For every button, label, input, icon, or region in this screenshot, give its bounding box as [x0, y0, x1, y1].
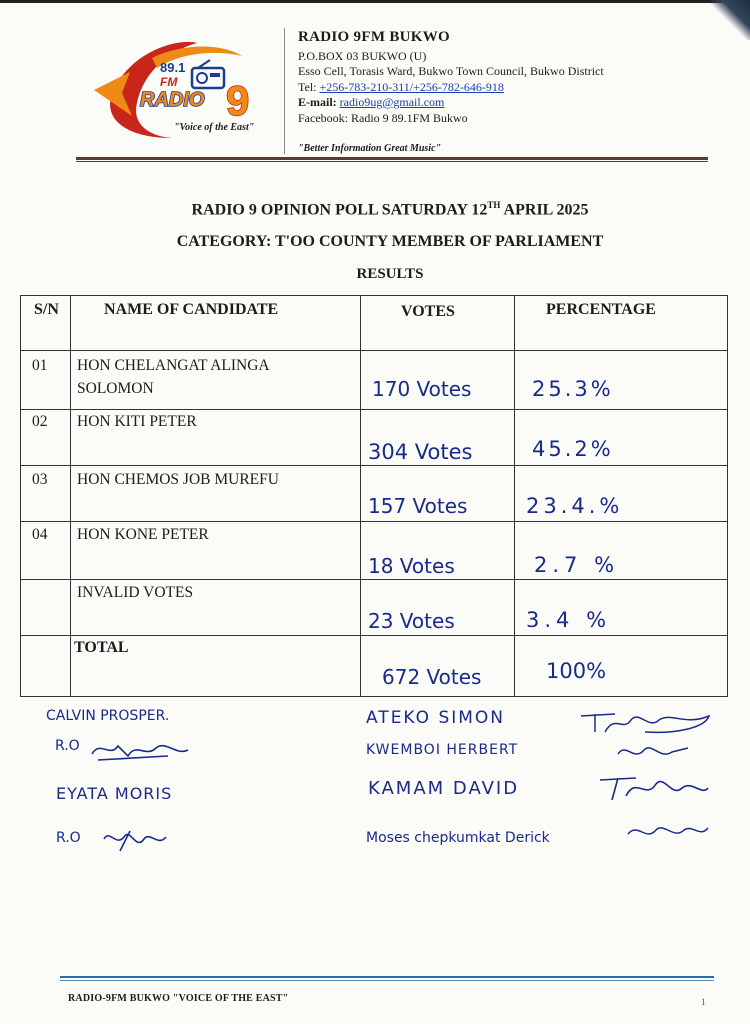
signature-scribble — [596, 770, 712, 806]
candidate-name: HON KITI PETER — [77, 413, 197, 430]
row-sn: 02 — [32, 413, 48, 430]
tel-number[interactable]: +256-783-210-311/+256-782-646-918 — [319, 79, 504, 94]
table-border-left — [20, 295, 21, 697]
signature-scribble — [88, 736, 198, 762]
candidate-name: HON CHEMOS JOB MUREFU — [77, 471, 279, 488]
table-border-top — [20, 295, 728, 296]
percentage-value: 3.4 % — [526, 608, 612, 632]
table-row-rule — [20, 409, 728, 410]
row-sn: 01 — [32, 357, 48, 374]
results-title: RESULTS — [356, 266, 424, 282]
votes-value: 304 Votes — [368, 440, 473, 464]
signatory-name: KWEMBOI HERBERT — [366, 742, 519, 758]
signatory-role: R.O — [55, 738, 80, 754]
candidate-name: HON KONE PETER — [77, 526, 209, 543]
table-row-rule — [20, 635, 728, 636]
letterhead-divider — [284, 28, 285, 154]
radio-icon-speaker — [197, 73, 207, 83]
signatory-name: CALVIN PROSPER. — [46, 708, 170, 724]
invalid-votes-label: INVALID VOTES — [77, 584, 194, 601]
email-label: E-mail: — [298, 95, 337, 109]
table-row-rule — [20, 465, 728, 466]
table-border-right — [727, 295, 728, 697]
logo-frequency: 89.1 — [160, 60, 186, 75]
percentage-value: 25.3% — [532, 377, 614, 401]
letterhead-contact — [298, 30, 604, 126]
email-line — [298, 95, 604, 111]
table-row-rule — [20, 579, 728, 580]
category-title: CATEGORY: T'OO COUNTY MEMBER OF PARLIAMENT — [176, 233, 604, 250]
radio-icon-dial — [210, 73, 220, 77]
candidate-name: HON CHELANGAT ALINGA — [77, 357, 270, 374]
tel-label: Tel: — [298, 79, 317, 94]
table-col-rule — [514, 295, 515, 697]
page-number: 1 — [701, 997, 706, 1007]
signatory-name: EYATA MORIS — [56, 784, 173, 803]
slogan: "Better Information Great Music" — [298, 143, 442, 154]
footer-rule-thin — [60, 980, 714, 981]
table-border-bottom — [20, 696, 728, 697]
header-percentage: PERCENTAGE — [546, 301, 656, 318]
percentage-value: 45.2% — [532, 437, 614, 461]
logo-nine: 9 — [226, 77, 250, 124]
header-votes: VOTES — [401, 303, 455, 320]
logo-tagline: "Voice of the East" — [174, 122, 255, 133]
logo-fm: FM — [160, 75, 178, 89]
signatory-name: Moses chepkumkat Derick — [366, 830, 550, 846]
signatory-role: R.O — [56, 830, 81, 846]
footer-text: RADIO-9FM BUKWO "VOICE OF THE EAST" — [68, 993, 289, 1004]
votes-value: 23 Votes — [368, 609, 455, 633]
table-col-rule — [70, 295, 71, 697]
signature-scribble — [624, 818, 710, 848]
letterhead-rule — [76, 157, 708, 160]
total-votes: 672 Votes — [382, 665, 482, 689]
address: Esso Cell, Torasis Ward, Bukwo Town Council, Bukwo District — [298, 64, 604, 78]
table-header-rule — [20, 350, 728, 351]
total-label: TOTAL — [74, 639, 129, 656]
header-candidate: NAME OF CANDIDATE — [104, 301, 279, 318]
row-sn: 04 — [32, 526, 48, 543]
header-sn: S/N — [34, 301, 59, 318]
poll-title-sup: TH — [487, 200, 501, 210]
letterhead-rule-thin — [76, 161, 708, 162]
signature-scribble — [100, 825, 170, 855]
radio9-logo — [92, 38, 282, 138]
votes-value: 18 Votes — [368, 554, 455, 578]
poll-title — [0, 200, 750, 219]
votes-value: 170 Votes — [372, 377, 472, 401]
org-name: RADIO 9FM BUKWO — [298, 29, 450, 45]
percentage-value: 23.4.% — [526, 494, 624, 518]
votes-value: 157 Votes — [368, 494, 468, 518]
results-table — [20, 295, 728, 697]
telephone-line — [298, 80, 604, 96]
signatory-name: KAMAM DAVID — [368, 778, 520, 799]
row-sn: 03 — [32, 471, 48, 488]
facebook-line: Facebook: Radio 9 89.1FM Bukwo — [298, 110, 468, 125]
po-box: P.O.BOX 03 BUKWO (U) — [298, 48, 427, 63]
poll-title-date: APRIL 2025 — [500, 201, 589, 219]
candidate-name-line2: SOLOMON — [77, 380, 154, 397]
page-corner-shadow — [710, 0, 750, 40]
page-top-edge — [0, 0, 750, 3]
email-link[interactable]: radio9ug@gmail.com — [339, 95, 445, 109]
table-col-rule — [360, 295, 361, 697]
poll-title-text: RADIO 9 OPINION POLL SATURDAY 12 — [191, 201, 488, 219]
signature-scribble — [612, 740, 692, 766]
signatory-name: ATEKO SIMON — [366, 708, 506, 728]
table-row-rule — [20, 521, 728, 522]
signature-scribble — [575, 704, 715, 736]
percentage-value: 2.7 % — [534, 553, 620, 577]
logo-radio-word: RADIO — [140, 89, 205, 111]
total-percentage: 100% — [546, 659, 607, 683]
footer-rule — [60, 976, 714, 978]
